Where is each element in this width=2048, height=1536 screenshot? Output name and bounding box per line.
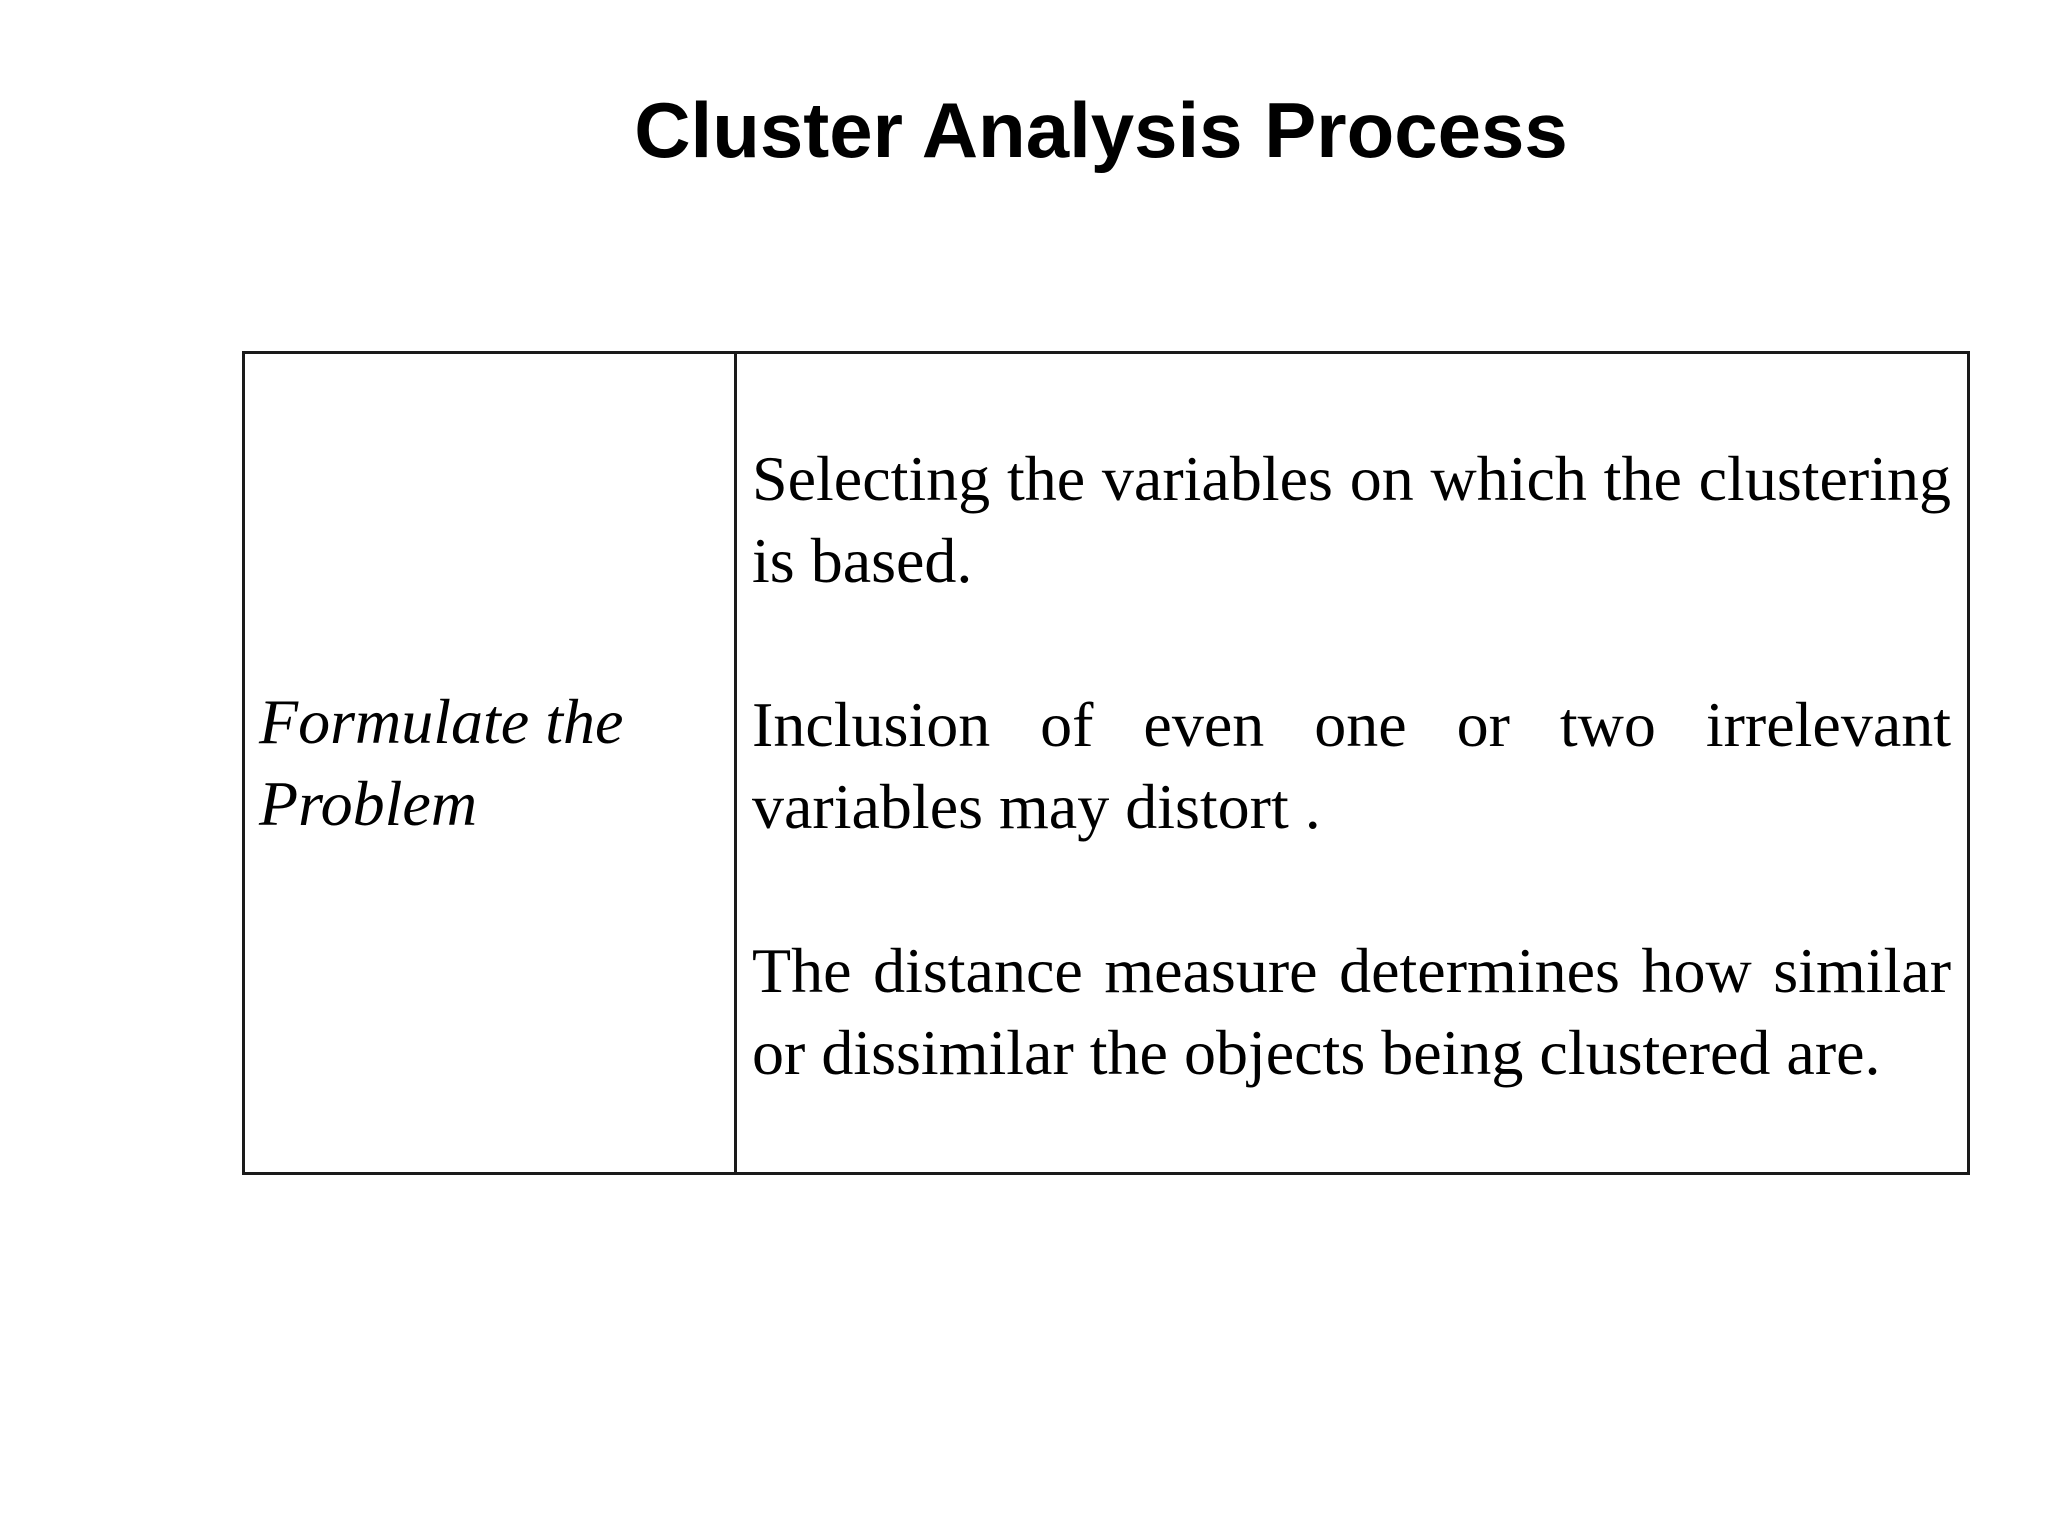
process-table xyxy=(242,351,1970,1175)
description-paragraph-irrelevant: Inclusion of even one or two irrelevant variables may distort . xyxy=(752,689,1951,842)
description-cell xyxy=(737,354,1967,1172)
description-paragraph-distance: The distance measure determines how similar or dissimilar the objects being clustered are. xyxy=(752,935,1951,1088)
step-name: Formulate the Problem xyxy=(259,686,624,839)
description-paragraph-variables: Selecting the variables on which the clustering is based. xyxy=(752,443,1951,596)
step-cell xyxy=(245,354,737,1172)
slide-title: Cluster Analysis Process xyxy=(634,86,1568,174)
